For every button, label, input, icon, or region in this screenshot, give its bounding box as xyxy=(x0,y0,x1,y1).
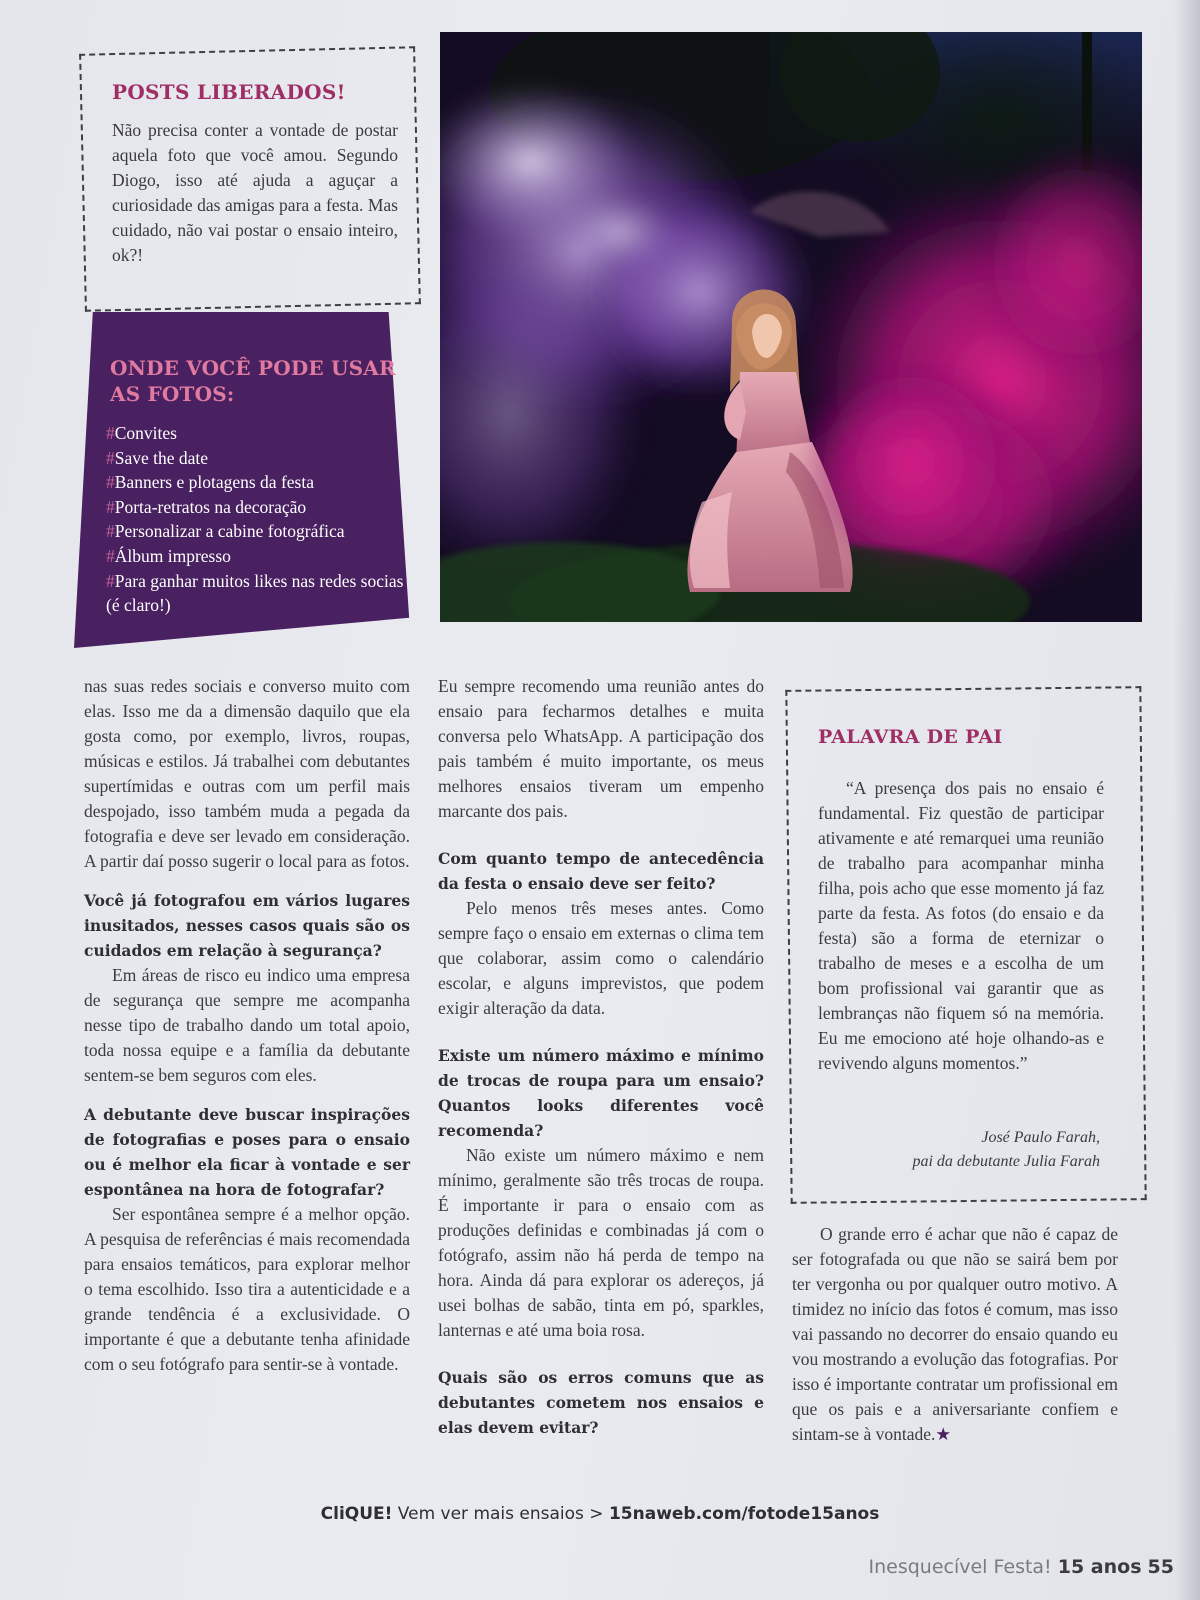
uses-list-item: #Personalizar a cabine fotográfica xyxy=(106,521,345,542)
posts-sidebar-title: POSTS LIBERADOS! xyxy=(112,80,346,104)
uses-list-item: #Porta-retratos na decoração xyxy=(106,496,307,517)
interview-answer: Ser espontânea sempre é a melhor opção. A pesquisa de referências é mais recomendada para ensaios temáticos, para explorar melhor o tema escolhido. Isso tira a autenticidade e a grande tendência é a exclusividade. O importante é que a debutante tenha afinidade com o seu fotógrafo para sentir-se à vontade. xyxy=(84,1204,410,1374)
uses-list-item: #Banners e plotagens da festa xyxy=(106,472,314,493)
uses-sidebar-title: ONDE VOCÊ PODE USAR AS FOTOS: xyxy=(110,356,396,406)
interview-answer: Pelo menos três meses antes. Como sempre faço o ensaio em externas o clima tem que colaborar, assim como o calendário escolar, e alguns imprevistos, que podem exigir alteração da data. xyxy=(438,898,764,1018)
interview-question: Você já fotografou em vários lugares inusitados, nesses casos quais são os cuidados em relação à segurança? xyxy=(84,891,410,960)
father-quote-author-role: pai da debutante Julia Farah xyxy=(912,1153,1100,1170)
magazine-edition: 15 anos xyxy=(1057,1556,1142,1578)
page-number: 55 xyxy=(1147,1556,1174,1578)
father-quote-title: PALAVRA DE PAI xyxy=(818,726,1003,748)
interview-answer: Não existe um número máximo e nem mínimo, geralmente são três trocas de roupa. É importante ir para o ensaio com as produções definidas e combinadas já com o fotógrafo, assim não há perda de tempo na hora. Ainda dá para explorar os adereços, já usei bolhas de sabão, tinta em pó, sparkles, lanternas e até uma boia rosa. xyxy=(438,1145,764,1340)
father-quote-text: “A presença dos pais no ensaio é fundamental. Fiz questão de participar ativamente e até remarquei uma reunião de trabalho para acompanhar minha filha, pois acho que esse momento já faz parte da festa. As fotos (do ensaio e da festa) são a forma de eternizar o trabalho de meses e a escolha de um bom profissional vai garantir que as lembranças não fiquem só na memória. Eu me emociono até hoje olhando-as e revivendo alguns momentos.” xyxy=(818,778,1104,1073)
article-paragraph: nas suas redes sociais e converso muito com elas. Isso me da a dimensão daquilo que ela gosta como, por exemplo, livros, roupas, músicas e estilos. Já trabalhei com debutantes supertímidas e outras com um perfil mais despojado, isso também muda a pegada da fotografia e deve ser levado em consideração. A partir daí posso sugerir o local para as fotos. xyxy=(84,676,410,871)
article-column-2 xyxy=(438,674,764,1440)
posts-sidebar-text: Não precisa conter a vontade de postar aquela foto que você amou. Segundo Diogo, isso até ajuda a aguçar a curiosidade das amigas para a festa. Mas cuidado, não vai postar o ensaio inteiro, ok?! xyxy=(112,120,398,265)
article-column-3 xyxy=(792,1222,1118,1447)
uses-list-item: #Álbum impresso xyxy=(106,545,231,566)
clique-url-link[interactable]: 15naweb.com/fotode15anos xyxy=(608,1504,880,1524)
father-quote-signature xyxy=(818,1126,1100,1174)
clique-text: Vem ver mais ensaios > xyxy=(392,1504,609,1524)
article-column-1 xyxy=(84,674,410,1377)
uses-list-item: #Para ganhar muitos likes nas redes socias (é claro!) xyxy=(106,570,404,616)
debutante-smoke-photo xyxy=(440,32,1142,622)
page-edge-shadow xyxy=(1174,0,1200,1600)
clique-label: CliQUE! xyxy=(320,1504,393,1524)
uses-list-item: #Save the date xyxy=(106,447,209,468)
end-star-icon: ★ xyxy=(935,1424,952,1444)
interview-question: Com quanto tempo de antecedência da festa o ensaio deve ser feito? xyxy=(438,849,764,893)
uses-list-item: #Convites xyxy=(106,423,177,443)
magazine-name: Inesquecível Festa! xyxy=(868,1556,1052,1578)
interview-answer: Em áreas de risco eu indico uma empresa de segurança que sempre me acompanha nesse tipo de trabalho dando um total apoio, toda nossa equipe e a família da debutante sentem-se bem seguros com eles. xyxy=(84,965,410,1085)
interview-question: Quais são os erros comuns que as debutantes cometem nos ensaios e elas devem evitar? xyxy=(438,1368,764,1437)
father-quote-author: José Paulo Farah, xyxy=(981,1129,1100,1146)
page-folio xyxy=(868,1556,1174,1578)
interview-question: A debutante deve buscar inspirações de fotografias e poses para o ensaio ou é melhor ela ficar à vontade e ser espontânea na hora de fotografar? xyxy=(84,1105,410,1199)
interview-question: Existe um número máximo e mínimo de trocas de roupa para um ensaio? Quantos looks diferentes você recomenda? xyxy=(438,1046,764,1140)
article-paragraph: Eu sempre recomendo uma reunião antes do ensaio para fecharmos detalhes e muita conversa pelo WhatsApp. A participação dos pais também é muito importante, os meus melhores ensaios tiveram um empenho marcante dos pais. xyxy=(438,676,764,821)
interview-answer: O grande erro é achar que não é capaz de ser fotografada ou que não se sairá bem por ter vergonha ou por qualquer outro motivo. A timidez no início das fotos é comum, mas isso vai passando no decorrer do ensaio quando eu vou mostrando a evolução das fotografias. Por isso é importante contratar um profissional em que os pais e a aniversariante confiem e sintam-se à vontade.★ xyxy=(792,1224,1118,1444)
clique-promo xyxy=(0,1504,1200,1524)
uses-list xyxy=(106,421,416,618)
